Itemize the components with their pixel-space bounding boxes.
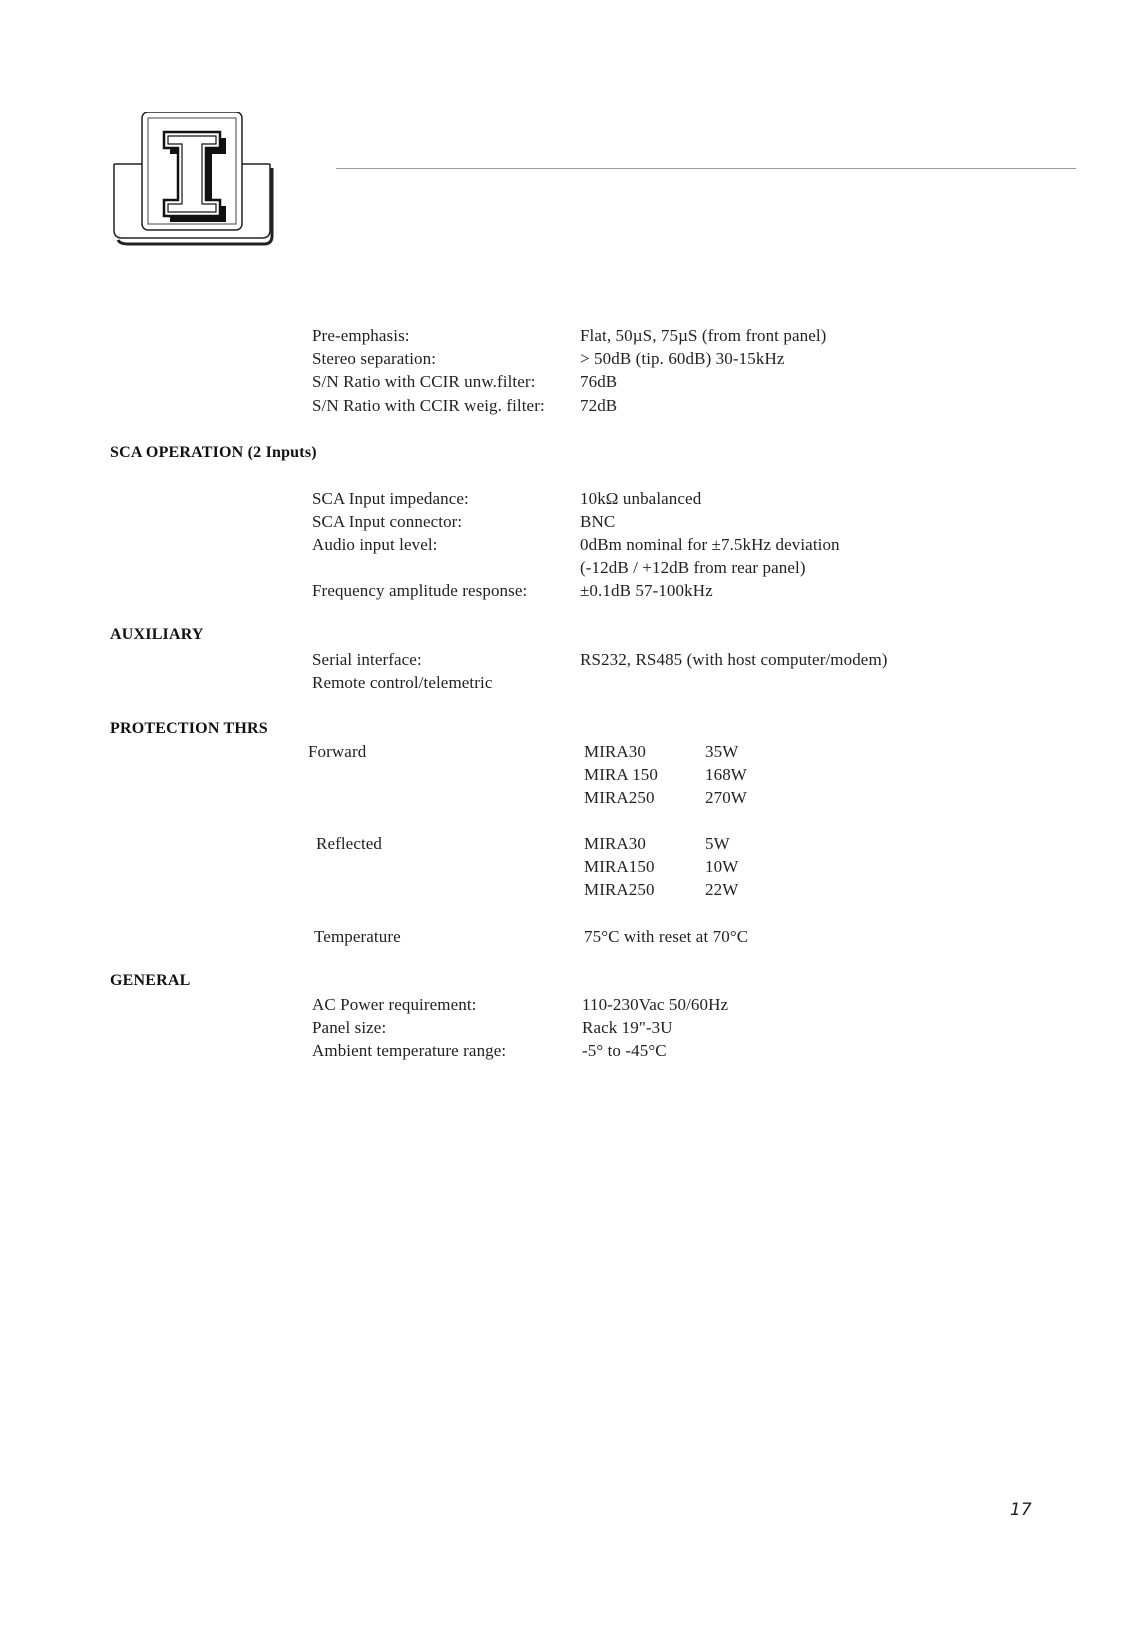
spec-label: S/N Ratio with CCIR unw.filter: xyxy=(312,372,536,391)
spec-value: 76dB xyxy=(580,372,618,391)
forward-label: Forward xyxy=(308,742,367,761)
section-heading-general: GENERAL xyxy=(110,972,191,989)
threshold-value: 270W xyxy=(705,788,747,807)
spec-value: 0dBm nominal for ±7.5kHz deviation xyxy=(580,535,840,554)
spec-value: 72dB xyxy=(580,396,618,415)
spec-value: RS232, RS485 (with host computer/modem) xyxy=(580,650,888,669)
spec-label: Pre-emphasis: xyxy=(312,326,410,345)
spec-label: Stereo separation: xyxy=(312,349,437,368)
model-name: MIRA250 xyxy=(584,880,655,899)
spec-label: SCA Input connector: xyxy=(312,512,463,531)
model-name: MIRA 150 xyxy=(584,765,659,784)
spec-value: > 50dB (tip. 60dB) 30-15kHz xyxy=(580,349,785,368)
spec-label: SCA Input impedance: xyxy=(312,489,469,508)
spec-value: ±0.1dB 57-100kHz xyxy=(580,581,713,600)
threshold-value: 5W xyxy=(705,834,730,853)
spec-label: S/N Ratio with CCIR weig. filter: xyxy=(312,396,545,415)
section-heading-auxiliary: AUXILIARY xyxy=(110,626,204,643)
section-heading-protection: PROTECTION THRS xyxy=(110,720,268,737)
temperature-label: Temperature xyxy=(314,927,401,946)
spec-label: AC Power requirement: xyxy=(312,995,477,1014)
page-number: 17 xyxy=(1010,1500,1032,1520)
threshold-value: 22W xyxy=(705,880,739,899)
spec-label: Frequency amplitude response: xyxy=(312,581,528,600)
model-name: MIRA30 xyxy=(584,834,646,853)
spec-value: 10kΩ unbalanced xyxy=(580,489,702,508)
model-name: MIRA30 xyxy=(584,742,646,761)
spec-value: -5° to -45°C xyxy=(582,1041,667,1060)
model-name: MIRA250 xyxy=(584,788,655,807)
spec-value: (-12dB / +12dB from rear panel) xyxy=(580,558,806,577)
spec-value: Flat, 50µS, 75µS (from front panel) xyxy=(580,326,827,345)
spec-value: 110-230Vac 50/60Hz xyxy=(582,995,729,1014)
spec-label: Ambient temperature range: xyxy=(312,1041,507,1060)
spec-label: Remote control/telemetric xyxy=(312,673,493,692)
model-name: MIRA150 xyxy=(584,857,655,876)
letter-i-section-icon xyxy=(112,112,282,252)
reflected-label: Reflected xyxy=(316,834,383,853)
spec-label: Serial interface: xyxy=(312,650,422,669)
header-rule xyxy=(336,168,1076,169)
threshold-value: 10W xyxy=(705,857,739,876)
section-heading-sca: SCA OPERATION (2 Inputs) xyxy=(110,444,317,461)
temperature-value: 75°C with reset at 70°C xyxy=(584,927,749,946)
threshold-value: 35W xyxy=(705,742,739,761)
spec-label: Audio input level: xyxy=(312,535,438,554)
threshold-value: 168W xyxy=(705,765,747,784)
spec-value: BNC xyxy=(580,512,616,531)
spec-value: Rack 19"-3U xyxy=(582,1018,673,1037)
spec-label: Panel size: xyxy=(312,1018,387,1037)
